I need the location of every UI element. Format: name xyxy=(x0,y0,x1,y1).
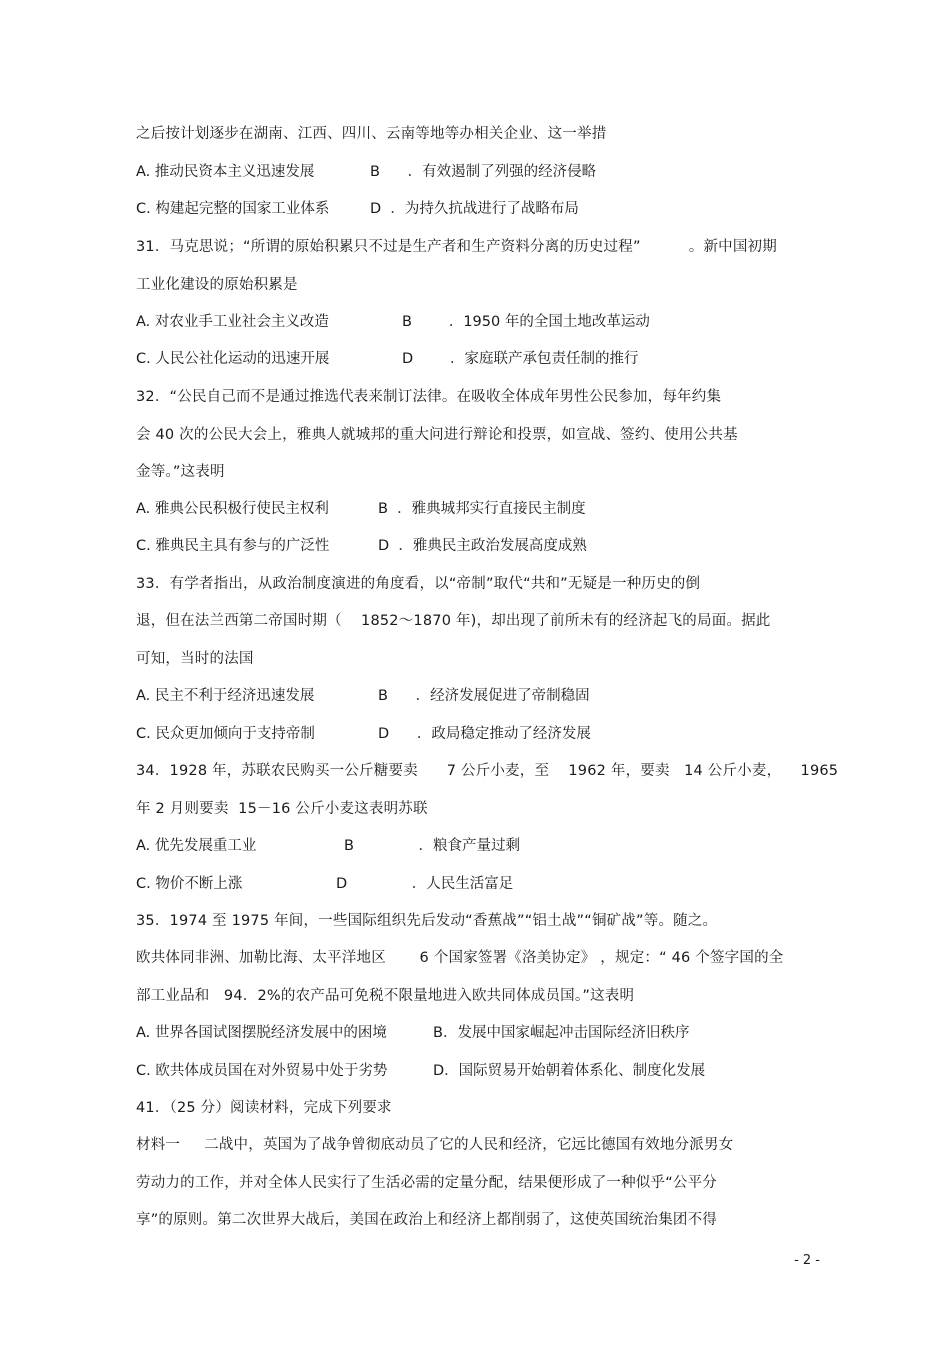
option-a: A. 推动民资本主义迅速发展 xyxy=(136,164,315,180)
question-35: 35．1974 至 1975 年间，一些国际组织先后发动“香蕉战”“铝土战”“铜矿战”等。随之。 xyxy=(136,913,718,929)
text-line: 会 40 次的公民大会上，雅典人就城邦的重大问进行辩论和投票，如宣战、签约、使用公共基 xyxy=(136,427,738,443)
text-line: 退，但在法兰西第二帝国时期（ 1852～1870 年)，却出现了前所未有的经济起飞的局面。据此 xyxy=(136,613,771,629)
text-line: 享”的原则。第二次世界大战后，美国在政治上和经济上都削弱了，这使英国统治集团不得 xyxy=(136,1212,718,1228)
text-line: 金等。”这表明 xyxy=(136,464,225,480)
text-line: 之后按计划逐步在湖南、江西、四川、云南等地等办相关企业、这一举措 xyxy=(136,126,607,142)
question-34: 34．1928 年，苏联农民购买一公斤糖要卖 7 公斤小麦，至 1962 年，要卖 14 公斤小麦， 1965 xyxy=(136,763,839,779)
option-a: A. 雅典公民积极行使民主权利 xyxy=(136,501,329,517)
option-c: C. 物价不断上涨 xyxy=(136,876,243,892)
text-line: 劳动力的工作，并对全体人民实行了生活必需的定量分配，结果便形成了一种似乎“公平分 xyxy=(136,1175,718,1191)
material-1: 材料一 二战中，英国为了战争曾彻底动员了它的人民和经济，它远比德国有效地分派男女 xyxy=(136,1137,734,1153)
option-c: C. 民众更加倾向于支持帝制 xyxy=(136,726,315,742)
question-41: 41．（25 分）阅读材料，完成下列要求 xyxy=(136,1100,392,1116)
text-line: 可知，当时的法国 xyxy=(136,651,254,667)
option-d: D ．家庭联产承包责任制的推行 xyxy=(402,351,639,367)
option-b: B ．粮食产量过剩 xyxy=(344,838,520,854)
option-d: D ．政局稳定推动了经济发展 xyxy=(378,726,591,742)
question-31: 31．马克思说；“所谓的原始积累只不过是生产者和生产资料分离的历史过程” 。新中国初期 xyxy=(136,239,777,255)
text-line: 年 2 月则要卖 15－16 公斤小麦这表明苏联 xyxy=(136,801,428,817)
option-d: D ．雅典民主政治发展高度成熟 xyxy=(378,538,587,554)
option-c: C. 构建起完整的国家工业体系 xyxy=(136,201,330,217)
option-d: D ．人民生活富足 xyxy=(336,876,514,892)
option-a: A. 世界各国试图摆脱经济发展中的困境 xyxy=(136,1025,387,1041)
option-b: B ．经济发展促进了帝制稳固 xyxy=(378,688,590,704)
question-33: 33．有学者指出，从政治制度演进的角度看，以“帝制”取代“共和”无疑是一种历史的倒 xyxy=(136,576,701,592)
option-d: D．国际贸易开始朝着体系化、制度化发展 xyxy=(433,1063,706,1079)
option-a: A. 民主不利于经济迅速发展 xyxy=(136,688,315,704)
option-b: B ．雅典城邦实行直接民主制度 xyxy=(378,501,586,517)
option-a: A. 优先发展重工业 xyxy=(136,838,257,854)
option-d: D ．为持久抗战进行了战略布局 xyxy=(370,201,579,217)
option-b: B．发展中国家崛起冲击国际经济旧秩序 xyxy=(433,1025,690,1041)
text-line: 部工业品和 94．2%的农产品可免税不限量地进入欧共同体成员国。”这表明 xyxy=(136,988,635,1004)
question-32: 32．“公民自己而不是通过推选代表来制订法律。在吸收全体成年男性公民参加，每年约集 xyxy=(136,389,722,405)
option-c: C. 人民公社化运动的迅速开展 xyxy=(136,351,330,367)
option-c: C. 雅典民主具有参与的广泛性 xyxy=(136,538,330,554)
page-number: - 2 - xyxy=(794,1253,820,1268)
option-b: B ．有效遏制了列强的经济侵略 xyxy=(370,164,597,180)
option-a: A. 对农业手工业社会主义改造 xyxy=(136,314,329,330)
text-line: 工业化建设的原始积累是 xyxy=(136,277,298,293)
text-line: 欧共体同非洲、加勒比海、太平洋地区 6 个国家签署《洛美协定》 ，规定：“ 46 个签字国的全 xyxy=(136,950,784,966)
option-b: B ．1950 年的全国土地改革运动 xyxy=(402,314,650,330)
option-c: C. 欧共体成员国在对外贸易中处于劣势 xyxy=(136,1063,388,1079)
